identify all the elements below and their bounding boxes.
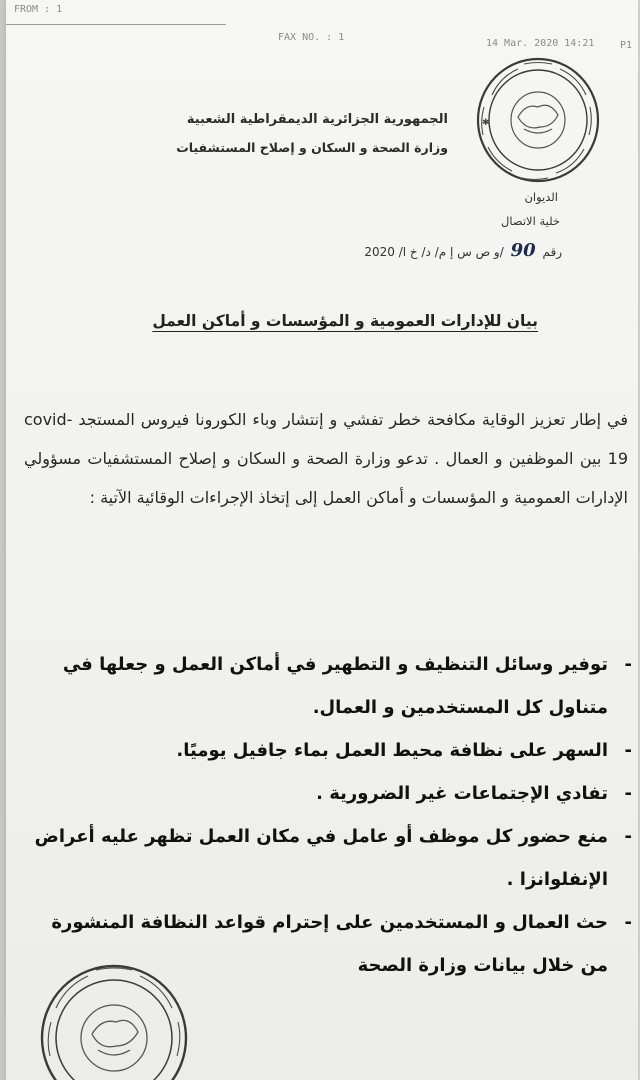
ministry-name: وزارة الصحة و السكان و إصلاح المستشفيات — [176, 140, 448, 155]
fax-datetime: 14 Mar. 2020 14:21 — [486, 38, 595, 49]
measure-item — [20, 772, 632, 815]
fax-from-label: FROM : 1 — [14, 4, 63, 15]
reference-line — [364, 240, 562, 261]
bullet-dash: - — [624, 826, 632, 847]
measures-list — [20, 643, 632, 987]
communication-cell-label: خلية الاتصال — [501, 214, 560, 228]
fax-page: P1 — [620, 40, 633, 51]
bullet-dash: - — [624, 912, 632, 933]
measure-text: منع حضور كل موظف أو عامل في مكان العمل تظهر عليه أعراض الإنفلوانزا . — [34, 826, 608, 890]
measure-text: السهر على نظافة محيط العمل بماء جافيل يوميًا. — [176, 740, 608, 761]
republic-name: الجمهورية الجزائرية الديمقراطية الشعبية — [186, 112, 448, 127]
reference-number: 90 — [510, 240, 536, 261]
bullet-dash: - — [624, 740, 632, 761]
document-title: بيان للإدارات العمومية و المؤسسات و أماكن العمل — [152, 312, 538, 330]
office-label: الديوان — [524, 190, 558, 204]
measure-text: تفادي الإجتماعات غير الضرورية . — [316, 783, 608, 804]
measure-item — [20, 815, 632, 901]
bullet-dash: - — [624, 654, 632, 675]
reference-code: /و ص س إ م/ د/ خ ا/ 2020 — [364, 245, 504, 259]
measure-text: حث العمال و المستخدمين على إحترام قواعد النظافة المنشورة من خلال بيانات وزارة الصحة — [51, 912, 608, 976]
document-page — [6, 0, 638, 1080]
measure-item — [20, 643, 632, 729]
fax-number-label: FAX NO. : 1 — [278, 32, 345, 43]
ministry-stamp-top — [474, 55, 602, 185]
measure-item — [20, 729, 632, 772]
intro-paragraph: في إطار تعزيز الوقاية مكافحة خطر تفشي و إنتشار وباء الكورونا فيروس المستجد covid-19 بين الموظفين و العمال . تدعو وزارة الصحة و السكان و إصلاح المستشفيات مسؤولي الإدارات العمومية و المؤسسات و أماكن العمل إلى إتخاذ الإجراءات الوقائية الآتية : — [24, 410, 628, 507]
svg-text:✱: ✱ — [482, 118, 490, 128]
measure-text: توفير وسائل التنظيف و التطهير في أماكن العمل و جعلها في متناول كل المستخدمين و العمال. — [62, 654, 608, 718]
bullet-dash: - — [624, 783, 632, 804]
reference-prefix: رقم — [542, 245, 562, 259]
ministry-stamp-bottom — [34, 958, 194, 1080]
fax-header-rule — [6, 24, 226, 25]
